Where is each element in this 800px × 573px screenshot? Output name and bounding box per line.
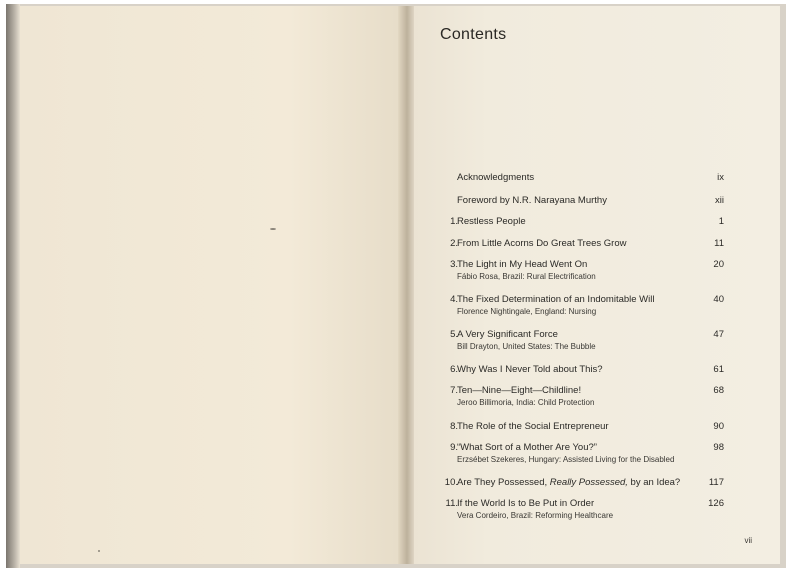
entry-subtitle: Florence Nightingale, England: Nursing bbox=[457, 307, 597, 316]
entry-page: 68 bbox=[713, 385, 724, 396]
entry-title: Acknowledgments bbox=[457, 172, 535, 183]
entry-title: “What Sort of a Mother Are You?” bbox=[457, 442, 597, 453]
entry-title bbox=[457, 477, 680, 488]
entry-number: 2. bbox=[450, 238, 458, 249]
entry-number: 5. bbox=[450, 329, 458, 340]
entry-subtitle: Fábio Rosa, Brazil: Rural Electrification bbox=[457, 272, 596, 281]
entry-page: 126 bbox=[708, 498, 724, 509]
entry-number: 11. bbox=[445, 498, 458, 509]
entry-title-start: Are They Possessed, bbox=[457, 477, 550, 488]
entry-number: 10. bbox=[444, 477, 458, 488]
contents-page bbox=[414, 6, 780, 564]
entry-subtitle: Jeroo Billimoria, India: Child Protection bbox=[457, 398, 595, 407]
entry-subtitle: Bill Drayton, United States: The Bubble bbox=[457, 342, 596, 351]
entry-page: 47 bbox=[713, 329, 724, 340]
entry-subtitle: Vera Cordeiro, Brazil: Reforming Healthcare bbox=[457, 511, 614, 520]
entry-page: ix bbox=[717, 172, 724, 183]
entry-number: 8. bbox=[450, 421, 458, 432]
entry-page: 11 bbox=[714, 238, 724, 249]
entry-title: The Light in My Head Went On bbox=[457, 259, 588, 270]
page-edge-shadow bbox=[6, 4, 20, 568]
entry-title: Why Was I Never Told about This? bbox=[457, 364, 603, 375]
entry-title-end: by an Idea? bbox=[627, 477, 681, 488]
entry-title: Foreword by N.R. Narayana Murthy bbox=[457, 195, 607, 206]
entry-page: 20 bbox=[713, 259, 724, 270]
entry-number: 3. bbox=[450, 259, 458, 270]
entry-title: Ten—Nine—Eight—Childline! bbox=[457, 385, 582, 396]
paper-speck bbox=[98, 550, 100, 552]
entry-page: xii bbox=[715, 195, 724, 206]
table-of-contents bbox=[414, 6, 780, 564]
paper-speck bbox=[270, 228, 276, 230]
entry-title: A Very Significant Force bbox=[457, 329, 558, 340]
entry-subtitle: Erzsébet Szekeres, Hungary: Assisted Living for the Disabled bbox=[457, 455, 675, 464]
entry-number: 4. bbox=[450, 294, 458, 305]
entry-page: 90 bbox=[713, 421, 724, 432]
entry-title: Restless People bbox=[457, 216, 526, 227]
entry-title: The Fixed Determination of an Indomitable Will bbox=[457, 294, 655, 305]
entry-number: 7. bbox=[450, 385, 458, 396]
entry-page: 98 bbox=[713, 442, 724, 453]
entry-title: From Little Acorns Do Great Trees Grow bbox=[457, 238, 627, 249]
left-page-blank bbox=[20, 6, 404, 564]
entry-title: The Role of the Social Entrepreneur bbox=[457, 421, 609, 432]
entry-page: 117 bbox=[708, 477, 724, 488]
entry-page: 40 bbox=[713, 294, 724, 305]
page-number: vii bbox=[744, 536, 752, 545]
entry-page: 1 bbox=[718, 216, 724, 227]
page-title: Contents bbox=[440, 26, 507, 43]
entry-number: 9. bbox=[450, 442, 458, 453]
entry-title: If the World Is to Be Put in Order bbox=[457, 498, 595, 509]
entry-number: 1. bbox=[450, 216, 458, 227]
entry-title-italic: Really Possessed, bbox=[549, 477, 628, 488]
entry-number: 6. bbox=[450, 364, 458, 375]
entry-page: 61 bbox=[713, 364, 724, 375]
